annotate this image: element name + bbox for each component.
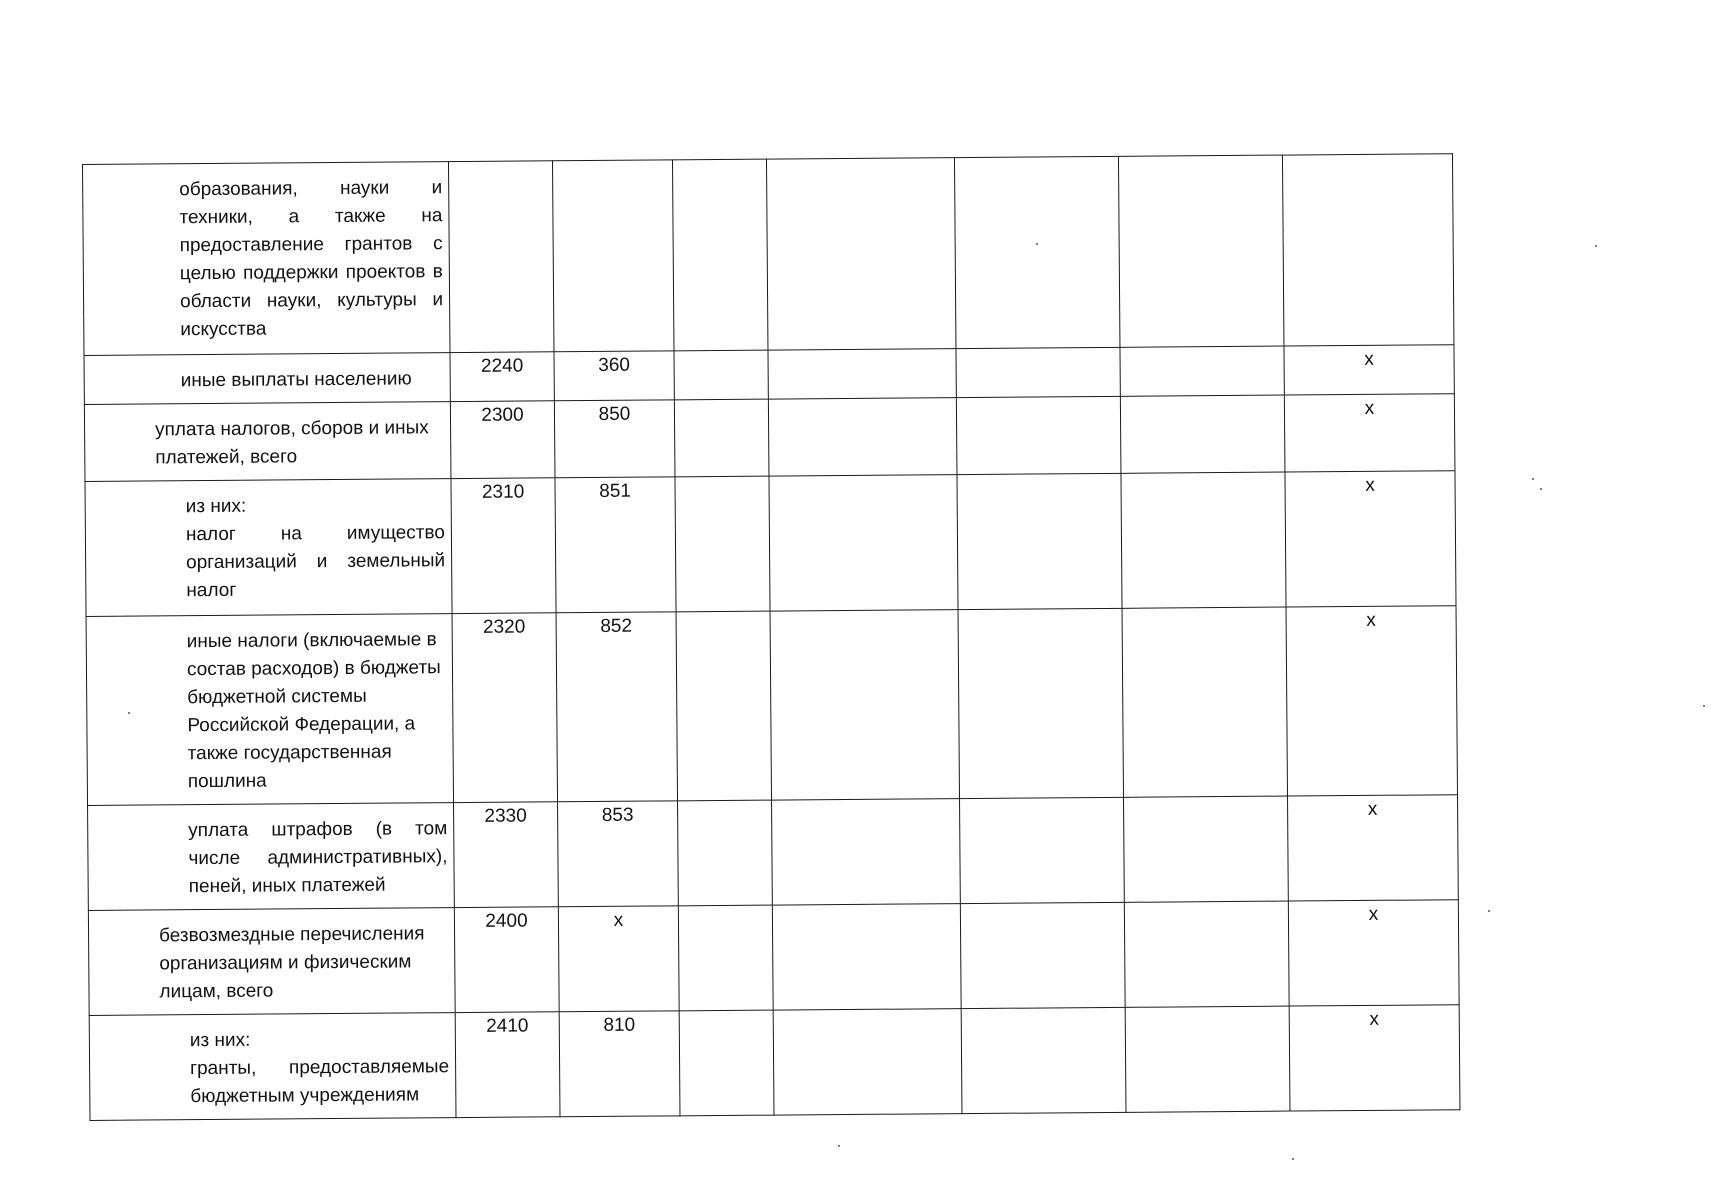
kbk-code-cell: 851 <box>555 477 676 613</box>
scan-speck <box>1036 243 1038 245</box>
row-description-cell <box>88 908 455 1016</box>
empty-cell <box>679 1010 774 1116</box>
line-code-cell: 2320 <box>452 613 557 803</box>
kbk-code-cell <box>552 160 673 352</box>
row-description-cell <box>85 479 452 617</box>
line-code-cell: 2240 <box>450 352 554 402</box>
line-code-cell: 2300 <box>450 401 555 479</box>
empty-cell <box>770 610 959 800</box>
x-mark-cell: x <box>1285 471 1456 607</box>
empty-cell <box>678 905 773 1011</box>
empty-cell <box>772 799 961 905</box>
kbk-code-cell: 852 <box>556 612 677 802</box>
empty-cell <box>960 902 1125 1008</box>
scan-speck <box>1540 488 1542 490</box>
x-mark-cell: x <box>1284 345 1454 395</box>
empty-cell <box>958 608 1123 798</box>
empty-cell <box>1120 395 1285 473</box>
row-description-cell <box>83 162 450 356</box>
row-description: гранты, предоставляемые бюджетным учреждениям <box>190 1056 450 1108</box>
empty-cell <box>1122 607 1287 797</box>
line-code-cell: 2410 <box>455 1012 560 1118</box>
row-description-cell <box>86 614 453 806</box>
empty-cell <box>954 156 1119 348</box>
empty-cell <box>1125 1006 1290 1112</box>
row-prefix: из них: <box>189 1029 251 1052</box>
table-row <box>83 154 1454 356</box>
budget-expenses-table <box>82 153 1460 1121</box>
table-row <box>88 900 1459 1016</box>
x-mark-cell: x <box>1288 795 1459 901</box>
kbk-code-cell: 810 <box>559 1011 680 1117</box>
empty-cell <box>957 473 1122 609</box>
line-code-cell: 2330 <box>454 802 559 908</box>
row-description-cell <box>84 402 451 482</box>
empty-cell <box>1121 472 1286 608</box>
empty-cell <box>674 399 769 477</box>
empty-cell <box>768 398 957 476</box>
empty-cell <box>1120 346 1284 396</box>
empty-cell <box>772 904 961 1010</box>
kbk-code-cell: 850 <box>554 400 675 478</box>
empty-cell <box>676 611 771 801</box>
empty-cell <box>766 158 955 350</box>
empty-cell <box>768 349 956 399</box>
table-row <box>88 795 1459 911</box>
empty-cell <box>773 1009 962 1115</box>
row-description-cell <box>88 803 455 911</box>
empty-cell <box>674 350 768 400</box>
x-mark-cell: x <box>1289 1005 1460 1111</box>
line-code-cell: 2310 <box>451 478 556 614</box>
empty-cell <box>960 797 1125 903</box>
kbk-code-cell: 360 <box>554 351 674 401</box>
row-description-cell <box>89 1013 456 1121</box>
scan-speck <box>1488 910 1490 912</box>
line-code-cell: 2400 <box>454 907 559 1013</box>
x-mark-cell: x <box>1286 606 1457 796</box>
row-description: уплата налогов, сборов и иных платежей, всего <box>155 417 429 469</box>
table-row <box>86 606 1457 806</box>
empty-cell <box>961 1007 1126 1113</box>
table-row <box>89 1005 1460 1121</box>
x-mark-cell <box>1282 154 1453 346</box>
x-mark-cell: x <box>1284 394 1455 472</box>
scan-speck <box>1703 705 1705 707</box>
kbk-code-cell: 853 <box>558 801 679 907</box>
empty-cell <box>678 800 773 906</box>
kbk-code-cell: x <box>558 906 679 1012</box>
scan-speck <box>1532 478 1534 480</box>
scan-speck <box>1292 1158 1294 1160</box>
empty-cell <box>1124 796 1289 902</box>
row-description: иные выплаты населению <box>180 368 412 392</box>
scan-speck <box>1595 245 1597 247</box>
line-code-cell <box>448 161 553 353</box>
row-description-cell <box>84 353 450 405</box>
empty-cell <box>1124 901 1289 1007</box>
row-description: уплата штрафов (в том числе административных), пеней, иных платежей <box>188 818 448 898</box>
empty-cell <box>1118 155 1283 347</box>
empty-cell <box>769 475 958 611</box>
table-container <box>82 153 1460 1121</box>
row-prefix: из них: <box>185 495 247 518</box>
row-description: налог на имущество организаций и земельный налог <box>185 522 446 602</box>
x-mark-cell: x <box>1288 900 1459 1006</box>
row-description: безвозмездные перечисления организациям и физическим лицам, всего <box>158 923 425 1003</box>
scan-speck <box>838 1145 840 1147</box>
empty-cell <box>672 159 767 351</box>
empty-cell <box>956 347 1120 397</box>
empty-cell <box>956 396 1121 474</box>
empty-cell <box>675 476 770 612</box>
row-description: образования, науки и техники, а также на предоставление грантов с целью поддержки проектов в области науки, культуры и искусства <box>179 177 444 341</box>
row-description: иные налоги (включаемые в состав расходов) в бюджеты бюджетной системы Российской Федерации, а также государственная пошлина <box>186 629 441 793</box>
table-row <box>84 394 1455 482</box>
table-row <box>85 471 1456 617</box>
scan-speck <box>128 712 130 714</box>
